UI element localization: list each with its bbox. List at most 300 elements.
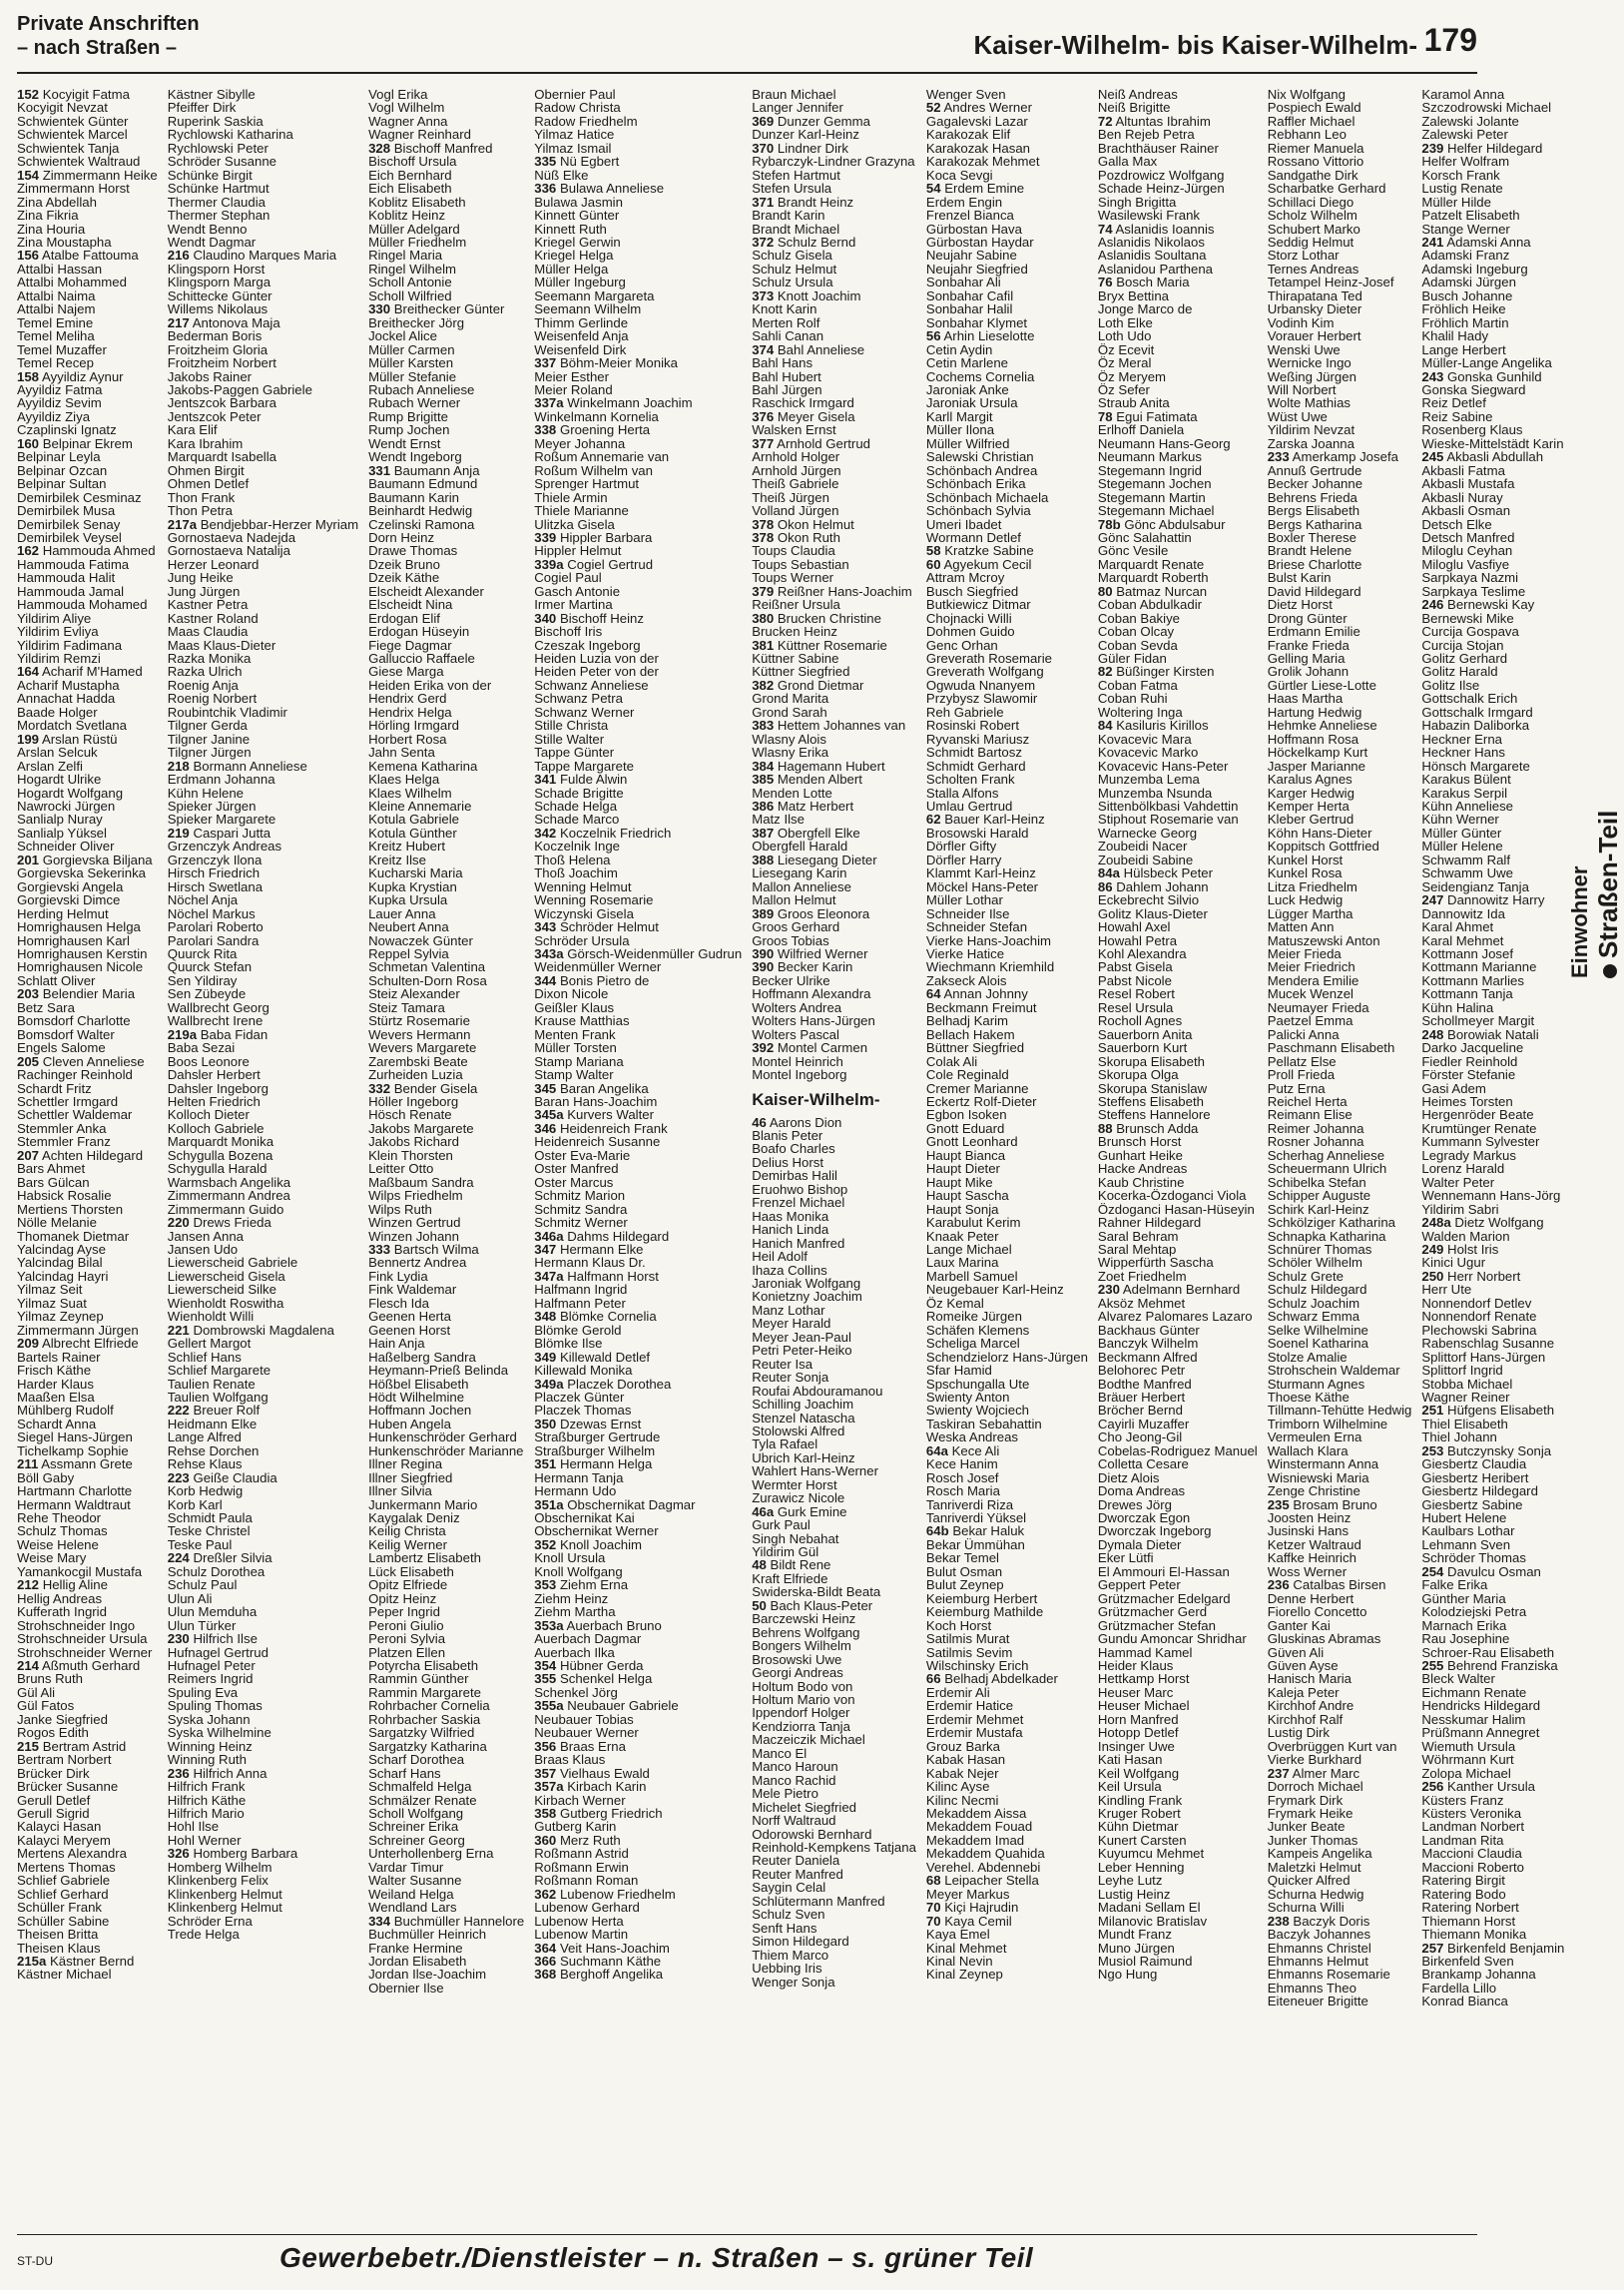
list-item (17, 544, 158, 557)
resident-name: Kinal Zeynep (925, 1967, 1003, 1983)
list-item (1098, 356, 1258, 369)
resident-name: Palicki Anna (1267, 1026, 1340, 1042)
resident-name: Mertens Alexandra (17, 1846, 127, 1862)
resident-name: Knoll Ursula (534, 1550, 606, 1566)
list-item (534, 787, 742, 800)
list-item (752, 947, 916, 960)
house-number: 390 (752, 946, 775, 961)
resident-name: Erlhoff Daniela (1097, 422, 1185, 438)
list-item (168, 1632, 358, 1645)
list-item (17, 531, 158, 544)
resident-name: Loth Elke (1097, 314, 1153, 330)
list-item (534, 746, 742, 759)
list-item (17, 329, 158, 342)
house-number: 337 (534, 355, 557, 371)
resident-name: Stemmler Franz (17, 1134, 111, 1150)
resident-name: Schmälzer Renate (368, 1792, 477, 1808)
list-item (534, 343, 742, 356)
list-item (1268, 706, 1412, 719)
list-item (368, 1162, 524, 1175)
resident-name: Schroer-Rau Elisabeth (1421, 1644, 1555, 1660)
resident-name: Lange Herbert (1421, 341, 1506, 357)
list-item (926, 1230, 1088, 1243)
list-item (168, 1498, 358, 1511)
list-item (168, 1351, 358, 1364)
resident-name: Peroni Giulio (368, 1617, 444, 1633)
list-item (168, 1068, 358, 1081)
list-item (1268, 1915, 1412, 1928)
resident-name: Rahner Hildegard (1097, 1215, 1202, 1231)
list-item (534, 1498, 742, 1511)
resident-name: Haupt Sonja (925, 1201, 999, 1217)
list-item (368, 1578, 524, 1591)
list-item (368, 733, 524, 746)
resident-name: Jakobs Margarete (368, 1120, 474, 1136)
resident-name: Kaya Emel (925, 1927, 990, 1943)
resident-name: Vodinh Kim (1267, 314, 1335, 330)
list-item (1421, 236, 1564, 249)
resident-name: Leipacher Stella (944, 1873, 1039, 1889)
resident-name: Heidmann Elke (167, 1416, 258, 1431)
list-item (368, 1457, 524, 1470)
resident-name: Bahl Anneliese (777, 341, 865, 357)
directory-column (168, 88, 358, 2234)
resident-name: Lorenz Harald (1421, 1161, 1505, 1177)
resident-name: Öz Sefer (1097, 381, 1150, 397)
list-item (1268, 1324, 1412, 1337)
resident-name: Wenning Rosemarie (534, 892, 654, 908)
resident-name: Achten Hildegard (41, 1147, 144, 1163)
resident-name: Liewerscheid Gisela (167, 1268, 285, 1284)
resident-name: Obschernikat Kai (534, 1510, 635, 1526)
resident-name: Bomsdorf Charlotte (17, 1013, 131, 1029)
resident-name: Elscheidt Alexander (368, 583, 484, 599)
list-item (1421, 1418, 1564, 1431)
resident-name: Knoll Joachim (559, 1536, 643, 1552)
list-item (1421, 1874, 1564, 1887)
list-item (368, 1028, 524, 1041)
resident-name: Brunsch Horst (1097, 1134, 1182, 1150)
list-item (1098, 558, 1258, 571)
list-item (17, 1619, 158, 1632)
list-item (534, 719, 742, 732)
list-item (368, 1014, 524, 1027)
resident-name: Strohschein Waldemar (1267, 1363, 1400, 1379)
list-item (1098, 907, 1258, 920)
list-item (368, 1699, 524, 1712)
resident-name: Lügger Martha (1267, 905, 1353, 921)
list-item (168, 1484, 358, 1497)
list-item (1268, 504, 1412, 517)
list-item (1421, 128, 1564, 141)
list-item (1098, 1847, 1258, 1860)
resident-name: Gürbostan Haydar (925, 234, 1034, 250)
resident-name: Ohmen Birgit (167, 462, 245, 478)
resident-name: Zalewski Jolante (1421, 113, 1519, 129)
resident-name: Zimmermann Guido (167, 1201, 284, 1217)
resident-name: Neujahr Siegfried (925, 261, 1028, 277)
list-item (168, 1337, 358, 1350)
list-item (1268, 1699, 1412, 1712)
house-number: 368 (534, 1967, 557, 1983)
resident-name: Schönbach Michaela (925, 489, 1049, 505)
resident-name: Ziehm Heinz (534, 1590, 609, 1606)
list-item (17, 1444, 158, 1457)
resident-name: Zakseck Alois (925, 972, 1007, 988)
list-item (368, 1524, 524, 1537)
list-item (17, 854, 158, 866)
resident-name: Müller Lothar (925, 892, 1003, 908)
resident-name: Kasiluris Kirillos (1116, 718, 1209, 734)
list-item (926, 1189, 1088, 1202)
list-item (368, 1243, 524, 1256)
house-number: 218 (167, 758, 190, 774)
house-number: 235 (1267, 1496, 1290, 1512)
resident-name: Wipperfürth Sascha (1097, 1255, 1214, 1271)
resident-name: Erdemir Ali (925, 1684, 990, 1700)
side-tab-text (1567, 811, 1624, 978)
resident-name: Zimmermann Horst (17, 181, 130, 197)
list-item (1098, 719, 1258, 732)
list-item (1098, 1672, 1258, 1685)
list-item (17, 1578, 158, 1591)
resident-name: Wlasny Erika (752, 745, 829, 761)
list-item (168, 276, 358, 288)
resident-name: Schibelka Stefan (1267, 1174, 1366, 1190)
list-item (926, 1942, 1088, 1955)
list-item (168, 1834, 358, 1847)
house-number: 152 (17, 87, 40, 102)
resident-name: Hohl Ilse (167, 1819, 220, 1835)
list-item (1098, 209, 1258, 222)
resident-name: Rohrbacher Saskia (368, 1711, 481, 1727)
list-item (534, 1632, 742, 1645)
resident-name: Ayyildiz Ziya (17, 408, 91, 424)
resident-name: Maczeiczik Michael (752, 1732, 865, 1748)
resident-name: Roufai Abdouramanou (752, 1383, 883, 1399)
list-item (1268, 1418, 1412, 1431)
list-item (168, 760, 358, 773)
resident-name: Zimmermann Jürgen (17, 1322, 139, 1338)
resident-name: Mucek Wenzel (1267, 986, 1353, 1002)
resident-name: Eichmann Renate (1421, 1684, 1527, 1700)
list-item (926, 1511, 1088, 1524)
list-item (752, 1680, 916, 1693)
resident-name: Weisenfeld Dirk (534, 341, 627, 357)
list-item (1421, 1740, 1564, 1753)
list-item (1421, 1551, 1564, 1564)
resident-name: Reißner Hans-Joachim (777, 583, 912, 599)
house-number: 358 (534, 1806, 557, 1821)
list-item (1421, 1176, 1564, 1189)
resident-name: Thoß Helena (534, 852, 611, 867)
resident-name: Schulz Dorothea (167, 1563, 266, 1579)
resident-name: Kästner Sibylle (167, 87, 256, 102)
list-item (1098, 1686, 1258, 1699)
resident-name: Kinici Ugur (1421, 1255, 1486, 1271)
resident-name: Schäfen Klemens (925, 1322, 1030, 1338)
list-item (752, 1169, 916, 1182)
resident-name: Saral Mehtap (1097, 1241, 1177, 1257)
resident-name: Roßmann Astrid (534, 1846, 629, 1862)
list-item (1098, 1068, 1258, 1081)
resident-name: Grond Dietmar (777, 677, 864, 693)
list-item (534, 464, 742, 477)
list-item (926, 840, 1088, 853)
resident-name: Büttner Siegfried (925, 1040, 1025, 1056)
resident-name: Acharif Mustapha (17, 677, 120, 693)
list-item (926, 947, 1088, 960)
resident-name: Willems Nikolaus (167, 301, 269, 317)
resident-name: Straub Anita (1097, 395, 1170, 411)
resident-name: Schulz Grete (1267, 1268, 1344, 1284)
resident-name: Schneider Stefan (925, 919, 1028, 935)
list-item (926, 1444, 1088, 1457)
resident-name: Bulst Karin (1267, 570, 1332, 586)
list-item (368, 450, 524, 463)
list-item (1268, 907, 1412, 920)
list-item (926, 1108, 1088, 1121)
list-item (926, 880, 1088, 893)
resident-name: Lustig Renate (1421, 181, 1503, 197)
resident-name: Reimer Johanna (1267, 1120, 1364, 1136)
list-item (1098, 1297, 1258, 1310)
list-item (534, 652, 742, 665)
list-item (1421, 1471, 1564, 1484)
resident-name: Hendrix Helga (368, 704, 452, 720)
resident-name: Schreiner Erika (368, 1819, 459, 1835)
list-item (1268, 1565, 1412, 1578)
list-item (1268, 263, 1412, 276)
list-item (168, 652, 358, 665)
resident-name: Yalcindag Ayse (17, 1241, 106, 1257)
list-item (1421, 196, 1564, 209)
resident-name: Ngo Hung (1097, 1967, 1158, 1983)
resident-name: Tanriverdi Riza (925, 1496, 1014, 1512)
list-item (168, 639, 358, 652)
resident-name: Hülsbeck Peter (1123, 865, 1214, 881)
list-item (752, 1331, 916, 1344)
list-item (1098, 1901, 1258, 1914)
list-item (1098, 1082, 1258, 1095)
resident-name: Schkölziger Katharina (1267, 1215, 1396, 1231)
header-range: Kaiser-Wilhelm- bis Kaiser-Wilhelm- (973, 30, 1417, 60)
resident-name: Zenge Christine (1267, 1483, 1360, 1499)
list-item (1268, 787, 1412, 800)
list-item (926, 1243, 1088, 1256)
list-item (752, 1976, 916, 1989)
list-item (17, 1337, 158, 1350)
list-item (168, 571, 358, 584)
list-item (1098, 531, 1258, 544)
resident-name: Schüller Sabine (17, 1913, 110, 1929)
resident-name: Hagemann Hubert (777, 758, 885, 774)
resident-name: Scheuermann Ulrich (1267, 1161, 1387, 1177)
list-item (168, 1753, 358, 1766)
resident-name: Annuß Gertrude (1267, 462, 1362, 478)
resident-name: Schwarz Emma (1267, 1309, 1360, 1325)
resident-name: Kotula Günther (368, 825, 457, 841)
list-item (534, 934, 742, 947)
list-item (168, 1256, 358, 1269)
list-item (1268, 1538, 1412, 1551)
resident-name: Schygulla Bozena (167, 1147, 273, 1163)
list-item (752, 1028, 916, 1041)
list-item (1268, 1351, 1412, 1364)
resident-name: Rybarczyk-Lindner Grazyna (752, 154, 915, 170)
list-item (168, 1378, 358, 1391)
resident-name: Braas Klaus (534, 1752, 606, 1768)
resident-name: Scherhag Anneliese (1267, 1147, 1385, 1163)
resident-name: Dietz Wolfgang (1454, 1215, 1544, 1231)
list-item (926, 1297, 1088, 1310)
list-item (1268, 612, 1412, 625)
list-item (926, 1767, 1088, 1780)
list-item (17, 1498, 158, 1511)
resident-name: Nonnendorf Detlev (1421, 1295, 1532, 1311)
house-number: 52 (925, 100, 941, 116)
header-left-line2: – nach Straßen – (17, 37, 178, 59)
resident-name: Schenkel Jörg (534, 1684, 618, 1700)
list-item (1421, 302, 1564, 315)
list-item (1098, 679, 1258, 692)
list-item (1098, 1108, 1258, 1121)
resident-name: Singh Brigitta (1097, 194, 1177, 210)
resident-name: Wolte Mathias (1267, 395, 1352, 411)
resident-name: Borowiak Natali (1447, 1026, 1539, 1042)
resident-name: Reimann Elise (1267, 1107, 1353, 1123)
resident-name: Holtum Mario von (752, 1692, 855, 1708)
resident-name: Pabst Nicole (1097, 972, 1172, 988)
list-item (1421, 1404, 1564, 1417)
resident-name: Galla Max (1097, 154, 1158, 170)
resident-name: Gornostaeva Natalija (167, 543, 290, 559)
resident-name: Kupka Krystian (368, 878, 457, 894)
resident-name: Lück Elisabeth (368, 1563, 454, 1579)
house-number: 336 (534, 181, 557, 197)
list-item (752, 236, 916, 249)
resident-name: Hufnagel Gertrud (167, 1644, 269, 1660)
list-item (752, 1277, 916, 1290)
resident-name: Knott Joachim (777, 287, 861, 303)
resident-name: Kaleja Peter (1267, 1684, 1340, 1700)
resident-name: Aslanidis Ioannis (1115, 221, 1215, 237)
resident-name: Grouz Barka (925, 1738, 1000, 1754)
resident-name: Litza Friedhelm (1267, 878, 1357, 894)
list-item (926, 854, 1088, 866)
list-item (17, 477, 158, 490)
list-item (534, 1082, 742, 1095)
resident-name: Brosam Bruno (1293, 1496, 1377, 1512)
list-item (17, 1780, 158, 1793)
list-item (168, 974, 358, 987)
resident-name: Bernewski Mike (1421, 610, 1514, 626)
list-item (168, 383, 358, 396)
house-number: 70 (925, 1913, 941, 1929)
resident-name: Meier Friedrich (1267, 959, 1355, 975)
resident-name: Nonnendorf Renate (1421, 1309, 1537, 1325)
list-item (534, 491, 742, 504)
list-item (1421, 1659, 1564, 1672)
resident-name: Wendt Ernst (368, 435, 441, 451)
list-item (926, 652, 1088, 665)
list-item (534, 1968, 742, 1981)
list-item (1268, 1605, 1412, 1618)
list-item (926, 1176, 1088, 1189)
list-item (1268, 236, 1412, 249)
house-number: 392 (752, 1040, 775, 1056)
list-item (534, 1324, 742, 1337)
list-item (1098, 1942, 1258, 1955)
resident-name: Bach Klaus-Peter (770, 1597, 873, 1613)
list-item (168, 625, 358, 638)
house-number: 253 (1421, 1442, 1444, 1458)
resident-name: Marquardt Roberth (1097, 570, 1209, 586)
resident-name: Briese Charlotte (1267, 556, 1362, 572)
resident-name: Adelmann Bernhard (1122, 1282, 1241, 1298)
resident-name: Möckel Hans-Peter (925, 878, 1039, 894)
resident-name: Marquardt Renate (1097, 556, 1205, 572)
resident-name: Roßmann Roman (534, 1873, 639, 1889)
list-item (1268, 343, 1412, 356)
resident-name: Hunkenschröder Marianne (368, 1442, 524, 1458)
list-item (1421, 142, 1564, 155)
resident-name: Hellig Aline (42, 1577, 108, 1593)
list-item (1268, 1794, 1412, 1807)
list-item (368, 1498, 524, 1511)
list-item (368, 1511, 524, 1524)
list-item (752, 276, 916, 288)
list-item (926, 1538, 1088, 1551)
house-number: 82 (1097, 664, 1113, 680)
list-item (926, 1565, 1088, 1578)
resident-name: Butczynsky Sonja (1447, 1442, 1552, 1458)
resident-name: Junker Thomas (1267, 1832, 1358, 1848)
resident-name: Halfmann Ingrid (534, 1282, 628, 1298)
resident-name: Grützmacher Gerd (1097, 1604, 1208, 1620)
resident-name: Gorgievska Biljana (42, 852, 153, 867)
list-item (1268, 209, 1412, 222)
resident-name: Ziehm Erna (559, 1577, 629, 1593)
resident-name: Neubauer Gabriele (567, 1698, 679, 1714)
list-item (926, 276, 1088, 288)
resident-name: Brankamp Johanna (1421, 1967, 1536, 1983)
list-item (1421, 1149, 1564, 1162)
list-item (1268, 947, 1412, 960)
resident-name: Wallbrecht Georg (167, 999, 270, 1015)
list-item (926, 289, 1088, 302)
resident-name: Gelling Maria (1267, 651, 1346, 667)
resident-name: Illner Regina (368, 1456, 443, 1472)
resident-name: Strohschneider Werner (17, 1644, 153, 1660)
house-number: 256 (1421, 1779, 1444, 1795)
resident-name: Koczelnik Inge (534, 839, 621, 855)
list-item (368, 518, 524, 531)
list-item (752, 706, 916, 719)
list-item (752, 1693, 916, 1706)
resident-name: Reinhold-Kempkens Tatjana (752, 1840, 916, 1855)
list-item (368, 128, 524, 141)
list-item (1098, 1820, 1258, 1833)
resident-name: Rau Josephine (1421, 1631, 1510, 1647)
list-item (1268, 1457, 1412, 1470)
resident-name: Haas Monika (752, 1208, 829, 1224)
list-item (752, 1317, 916, 1330)
resident-name: Schulz Helmut (752, 261, 837, 277)
list-item (534, 1176, 742, 1189)
resident-name: Brunsch Adda (1116, 1120, 1199, 1136)
list-item (926, 249, 1088, 262)
